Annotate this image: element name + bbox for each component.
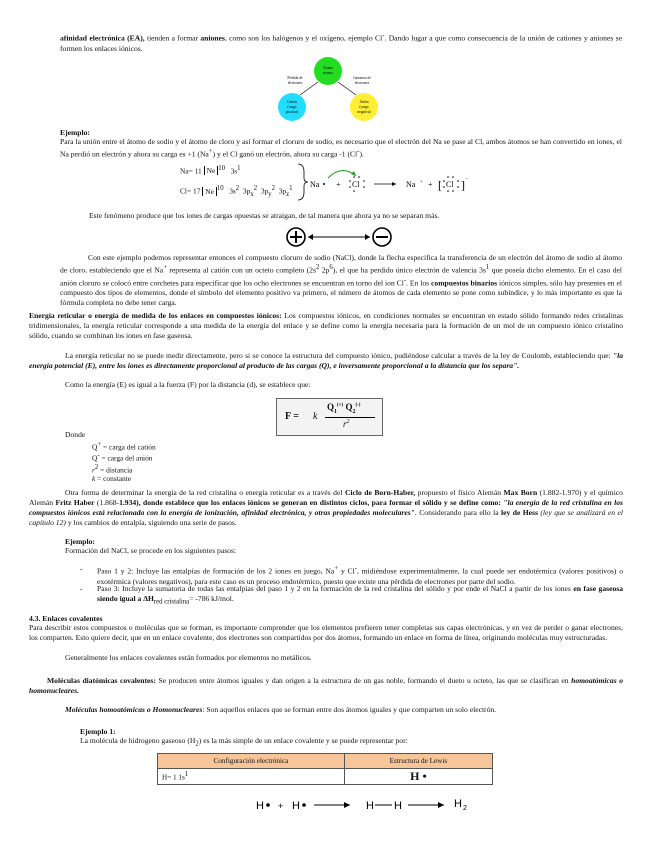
den-sup: 2 (346, 419, 350, 425)
donde-list (92, 440, 156, 483)
sup-2c: 2 (271, 185, 276, 193)
h2-molecule: H (454, 798, 462, 810)
paso-dash-1: - (80, 564, 83, 573)
venn-left-3: positiva) (285, 110, 299, 114)
paso1-t1: Paso 1 y 2: Incluye las entalpías de formación de los 2 iones en juego, Na (97, 566, 335, 576)
homo-paragraph (65, 705, 621, 715)
sup-10: 10 (218, 165, 226, 172)
nacl-t1: Con este ejemplo podemos representar entonces el compuesto cloruro de sodio (NaCl), donde la flecha especifica la transferencia de un electrón del átomo de sodio al átomo de cloro, estableciendo que el Na (60, 253, 622, 275)
core-ne-2: Ne (205, 186, 214, 196)
sup-1b: 1 (289, 185, 293, 193)
fraction-bar (325, 417, 375, 418)
q2: Q (345, 402, 353, 412)
formula-denominator (343, 419, 350, 429)
table-header: Configuración electrónica (158, 754, 345, 769)
ion-venn-diagram (270, 55, 385, 123)
donde-sup: + (97, 441, 102, 448)
ejemplo3-text (80, 736, 620, 750)
donde-item (92, 440, 156, 451)
homo-bi: Moléculas homoatómicas o Homonucleares (65, 705, 203, 714)
donde-sym: r (92, 465, 95, 475)
donde-sym: Q (92, 442, 98, 452)
nacl-paragraph (60, 253, 622, 308)
born-t2: propuesto el físico Alemán (415, 488, 504, 497)
energia-text: Los compuestos iónicos, en condiciones normales se encuentran en estado sólido formando redes cristalinas tridimensionales, la energía reticular corresponde a una medida de la energía del enlace y se define como la energía necesaria para la formación de un mol de un compuesto iónico cristalino sólido, cuando se combinan los iones en fase gaseosa. (29, 311, 623, 340)
config-sup: 1 (184, 771, 189, 779)
venn-right-2: (carga (359, 105, 369, 109)
sup-1: 1 (237, 165, 241, 172)
venn-left-label-2: electrones (287, 81, 303, 85)
cl-3s: 3s (229, 186, 236, 196)
formula-k: k (313, 411, 318, 422)
homo-text: : Son aquellos enlaces que se forman entre dos átomos iguales y que comparten un solo electrón. (202, 705, 497, 714)
nacl-t5: que poseía dicho elemento. En el caso del anión cloruro se colocó entre corchetes para especificar que los ocho electrones se encuentran en torno del ion Cl (60, 265, 622, 288)
sup-10-2: 10 (216, 185, 224, 193)
donde-text: = carga del anión (99, 453, 153, 463)
donde-sup: - (97, 452, 100, 460)
cl-3py: 3p (260, 186, 269, 196)
h2-plus: + (278, 801, 284, 811)
ejemplo-title: Ejemplo: (60, 128, 90, 137)
h2-sub: 2 (463, 805, 467, 812)
lewis-table (157, 753, 493, 785)
donde-text: = distancia (98, 465, 133, 475)
table-cell-lewis: H • (344, 769, 492, 785)
table-row (158, 769, 493, 785)
lewis-na: Na (310, 180, 320, 189)
lewis-cl-ion-charge: - (466, 177, 468, 182)
sup-2b: 2 (253, 185, 258, 193)
ejemplo3-sub: 2 (195, 740, 199, 748)
term-afinidad: afinidad electrónica (EA), (60, 33, 145, 43)
ejemplo2-title: Ejemplo: (65, 537, 95, 546)
q1: Q (327, 402, 335, 412)
term-aniones: aniones (200, 33, 225, 43)
config-text: H= 1 1s (162, 773, 185, 782)
paso-dash-2: - (80, 584, 83, 593)
intro-text-3: . Dando lugar a que como consecuencia de la unión de cationes y aniones se formen los enlaces iónicos. (60, 33, 622, 53)
sup-2a: 2 (235, 185, 240, 193)
donde-item (92, 463, 156, 474)
table-header: Estructura de Lewis (344, 754, 492, 769)
donde-sym: k (92, 474, 96, 484)
born-t5: . Considerando para ello la (414, 508, 502, 517)
ejemplo3-title: Ejemplo 1: (80, 727, 116, 736)
right-bracket: ] (461, 178, 465, 192)
paso3-sub: red cristalina (153, 598, 190, 606)
paso3-bold: en fase gaseosa siendo igual a ΔH (97, 584, 623, 603)
paso3-t2: = -786 kJ/mol. (189, 594, 234, 603)
nacl-sup-2: 2 (315, 264, 320, 271)
coulomb-text: La energía reticular no se puede medir directamente, pero si se conoce la estructura del compuesto iónico, pudiéndose calcular a través de la ley de Coulomb, estableciendo que: (65, 351, 613, 360)
right-brace (298, 164, 308, 200)
diatomicas-text: Se producen entre átomos iguales y dan origen a la estructura de un gas noble, formando el dueto u octeto, las que se clasifican en (155, 676, 572, 685)
table-cell-config (158, 769, 345, 785)
venn-right-1: Anión (359, 100, 369, 104)
sub-x: x (250, 191, 254, 199)
h-atom-1: H (256, 800, 264, 812)
coulomb-formula-box (276, 398, 383, 436)
venn-top-2: neutro (323, 71, 333, 75)
paso3-t1: Paso 3: Incluye la sumatoria de todas las entalpías del paso 1 y 2 en la formación de la red cristalina del sólido y por ende el NaCl a partir de los iones (97, 584, 574, 593)
sub-y: y (268, 191, 272, 199)
born-t3: (1.882-1.970) y el químico Alemán (29, 488, 623, 507)
lewis-plus-2: + (428, 180, 433, 189)
nacl-sup-6: 6 (329, 264, 333, 271)
venn-left-1: Catión (287, 100, 297, 104)
q1-sub: 1 (334, 408, 338, 415)
nacl-t6: . En los (406, 278, 432, 288)
charge-na: +1 (Na (187, 149, 209, 159)
paso1-t2: y Cl (338, 566, 355, 576)
donde-title: Donde (65, 430, 86, 439)
sub-z: z (286, 191, 290, 199)
venn-left-label-1: Pérdida de (287, 76, 303, 80)
covalentes-text-2: Generalmente los enlaces covalentes están formados por elementos no metálicos. (65, 653, 312, 662)
ions-attraction-diagram (284, 225, 398, 249)
nacl-t4: ), el que ha perdido único electrón de valencia 3s (332, 265, 486, 275)
left-bracket: [ (438, 178, 442, 192)
coulomb-paragraph (29, 351, 623, 371)
born-bi: "la energía de la red cristalina en los compuestos iónicos está relacionada con la energía de ionización, afinidad electrónica, y otras propiedades moleculares" (29, 498, 623, 517)
na-valence: 3s (230, 166, 238, 176)
nacl-t7: iónicos simples, sólo hay presentes en el compuesto dos tipos de elementos, donde el símbolo del elemento positivo va primero, el número de átomos de cada elemento se pone como subíndice, y lo más importante es que la fórmula completa no debe tener carga. (60, 278, 622, 308)
intro-text-2: , como son los halógenos y el oxígeno, ejemplo Cl (224, 33, 383, 43)
sup-minus-2: - (357, 148, 360, 155)
paso1-t3: , midiéndose experimentalmente, la cual puede ser endotérmica (valores positivos) o exotérmica (valores negativos), para este caso es un proceso endotérmico, puesto que existe una pérdida de electrones por parte del sodio. (97, 566, 623, 586)
formula-numerator (327, 402, 360, 415)
h2-formation-diagram (252, 795, 482, 815)
energia-bold: Energía reticular o energía de medida de los enlaces en compuestos iónicos: (29, 311, 282, 320)
lewis-plus: + (336, 180, 341, 189)
born-b4: 1.934), donde establece que los enlaces iónicos se generan en distintos ciclos, para formar el sólido y se define como: (119, 498, 501, 507)
donde-text: = carga del catión (101, 442, 156, 452)
paso1-sup-plus: + (334, 565, 339, 572)
intro-paragraph (60, 31, 622, 54)
ejemplo-text (60, 137, 622, 160)
diatomicas-bi: homoatómicas o homonucleares. (29, 676, 623, 695)
q2-sub: 2 (352, 408, 356, 415)
lewis-cl-ion: Cl (446, 180, 454, 189)
core-ne: Ne (206, 166, 216, 176)
venn-right-3: negativa) (357, 110, 371, 114)
diatomicas-bold: Moléculas diatómicas covalentes: (47, 676, 156, 685)
born-b1: Ciclo de Born-Haber, (344, 488, 416, 497)
paso1-sup-minus: - (354, 565, 357, 572)
formula-lhs: F = (285, 411, 299, 422)
sup-plus: + (208, 148, 213, 155)
born-t6: y los cambios de entalpía, siguiendo una serie de pasos. (65, 518, 237, 527)
section-heading-covalentes: 4.3. Enlaces covalentes (29, 614, 103, 623)
born-paragraph (29, 488, 623, 528)
cl-3px: 3p (242, 186, 251, 196)
born-b5: ley de Hess (501, 508, 538, 517)
lewis-na-ion-charge: + (420, 180, 423, 185)
na-core (204, 166, 219, 175)
donde-sym: Q (92, 453, 98, 463)
donde-sup: 2 (94, 463, 99, 471)
paso3-text (97, 584, 623, 608)
covalentes-text: Para describir estos compuestos o moléculas que se forman, es importante comprender que los elementos prefieren tener completas sus capas electrónicas, y en vez de perder o ganar electrones, los comparten. Esto quiere decir, que en un enlace covalente, dos electrones son compartidos por dos átomos, formando un enlace en forma de línea, originando moléculas muy estructuradas. (29, 623, 623, 642)
q2-sup: (-) (355, 403, 361, 408)
cl-core (202, 187, 217, 196)
coulomb-bi: "la energía potencial (E), entre los iones es directamente proporcional al producto de las cargas (Q), e inversamente proporcional a la distancia que los separa". (29, 351, 623, 370)
venn-left-2: (carga (287, 105, 297, 109)
donde-item (92, 474, 156, 483)
ions-attract-text: Este fenómeno produce que los iones de cargas opuestas se atraigan, de tal manera que ahora ya no se separan más. (89, 211, 440, 220)
charge-end: ). (359, 149, 364, 159)
nacl-bold: compuestos binarios (431, 278, 498, 288)
na-label: Na= 11 (180, 166, 202, 176)
cl-3pz: 3p (278, 186, 287, 196)
ejemplo3-t2: ) es la más simple de un enlace covalente y se puede representar por: (198, 736, 408, 745)
table-header-row (158, 754, 493, 769)
venn-top-1: Átomo (323, 66, 333, 70)
born-t4: (1.868- (94, 498, 120, 507)
h-atom-4: H (394, 800, 402, 812)
charge-cl: ) y el Cl ganó un electrón, ahora su carga -1 (Cl (212, 149, 358, 159)
electron-config-block (180, 164, 293, 200)
lewis-cl: Cl (352, 180, 360, 189)
born-b2: Max Born (503, 488, 538, 497)
force-text: Como la energía (E) es igual a la fuerza (F) por la distancia (d), se establece que: (65, 380, 311, 389)
lewis-na-ion: Na (406, 180, 416, 189)
den-r: r (343, 419, 347, 429)
h-atom-3: H (366, 800, 374, 812)
sup-minus: - (382, 32, 385, 39)
born-b3: Fritz Haber (55, 498, 95, 507)
donde-text: = constante (95, 474, 132, 484)
na-config (180, 164, 293, 176)
venn-right-label-2: electrones (354, 81, 370, 85)
q1-sup: (+) (337, 403, 344, 408)
cl-config (180, 184, 293, 200)
energia-paragraph (29, 311, 623, 341)
h-atom-2: H (292, 800, 300, 812)
nacl-t3: 2p (319, 265, 330, 275)
nacl-t2: representa al catión con un octeto completo (2s (167, 265, 316, 275)
venn-right-label-1: Ganancia de (353, 76, 371, 80)
ejemplo2-text: Formación del NaCl, se procede en los siguientes pasos: (65, 546, 237, 555)
lewis-transfer-diagram (296, 162, 476, 202)
nacl-sup-plus: + (163, 264, 168, 271)
ejemplo-text-body: Para la unión entre el átomo de sodio y el átomo de cloro y así formar el cloruro de sodio, es necesario que el electrón del Na se pase al Cl, ambos átomos se han convertido en iones, el Na perdió un electrón y ahora su carga es (60, 137, 622, 159)
ejemplo3-t1: La molécula de hidrogeno gaseoso (H (80, 736, 196, 745)
diatomicas-paragraph (29, 676, 623, 696)
cl-label: Cl= 17 (180, 186, 201, 196)
donde-item (92, 451, 156, 462)
born-t1: Otra forma de determinar la energía de la red cristalina o energía reticular es a través del (65, 488, 345, 497)
nacl-sup-minus: - (403, 276, 407, 284)
nacl-sup-1: 1 (485, 264, 490, 271)
born-i1: (ley que se analizará en el capítulo 12) (29, 508, 623, 527)
intro-text: tienden a formar (144, 33, 201, 43)
